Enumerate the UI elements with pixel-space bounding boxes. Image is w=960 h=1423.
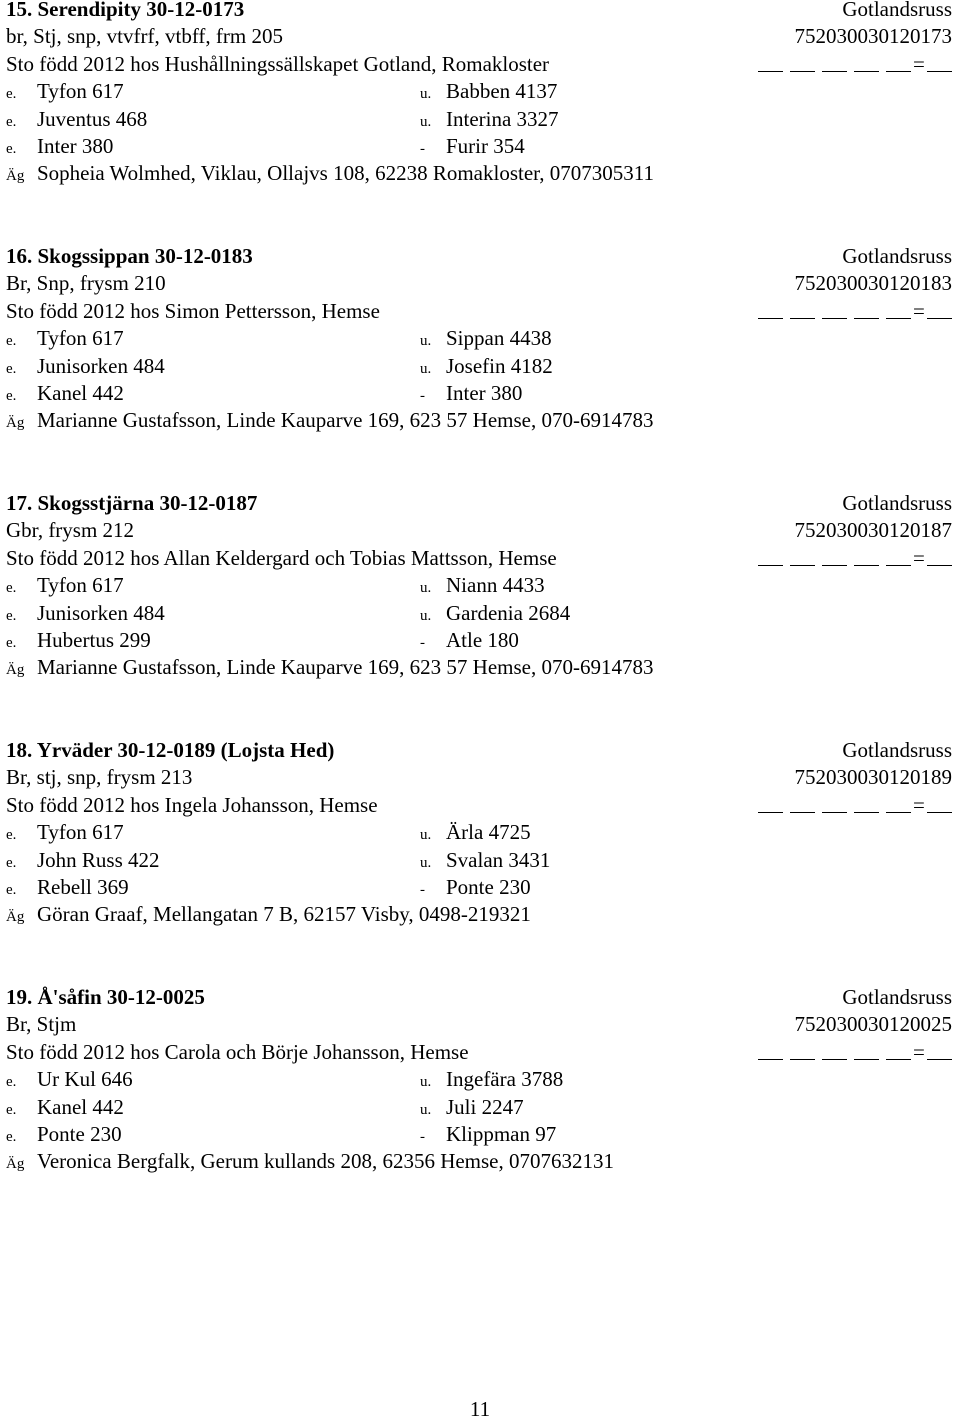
score-blanks	[758, 298, 952, 325]
dam-dam-sire-label: -	[420, 1128, 425, 1145]
birth-info: Sto född 2012 hos Carola och Börje Johansson, Hemse	[6, 1039, 469, 1064]
color-markings: Br, stj, snp, frysm 213	[6, 765, 193, 790]
dam-label: u.	[420, 580, 432, 597]
dam-sire-label: e.	[6, 634, 17, 651]
sire: Tyfon 617	[37, 573, 124, 598]
dam-dam-sire: Atle 180	[446, 627, 519, 652]
sire-label: e.	[6, 580, 17, 597]
birth-info: Sto född 2012 hos Allan Keldergard och Tobias Mattsson, Hemse	[6, 545, 557, 570]
dam-dam: Interina 3327	[446, 106, 559, 131]
registration-number: 752030030120173	[794, 24, 952, 49]
birth-info: Sto född 2012 hos Ingela Johansson, Hemse	[6, 792, 378, 817]
dam-sire-label: e.	[6, 387, 17, 404]
horse-entry-17	[6, 490, 952, 682]
sire-sire: Junisorken 484	[37, 600, 165, 625]
owner: Marianne Gustafsson, Linde Kauparve 169, 623 57 Hemse, 070-6914783	[37, 408, 654, 433]
horse-entry-19	[6, 984, 952, 1176]
owner-label: Äg	[6, 909, 25, 926]
dam-sire: Ponte 230	[37, 1121, 122, 1146]
dam-sire: Hubertus 299	[37, 627, 151, 652]
dam-label: u.	[420, 333, 432, 350]
equals-sign: =	[913, 1039, 925, 1064]
color-markings: Gbr, frysm 212	[6, 518, 135, 543]
page-number: 11	[469, 1397, 491, 1421]
score-blanks	[758, 792, 952, 819]
dam: Ärla 4725	[446, 820, 531, 845]
dam-dam: Josefin 4182	[446, 353, 553, 378]
dam: Ingefära 3788	[446, 1067, 564, 1092]
dam-sire: Inter 380	[37, 133, 114, 158]
entry-title: 17. Skogsstjärna 30-12-0187	[6, 491, 258, 515]
dam-dam-label: u.	[420, 607, 432, 624]
sire: Ur Kul 646	[37, 1067, 133, 1092]
dam-sire: Rebell 369	[37, 874, 129, 899]
owner-label: Äg	[6, 662, 25, 679]
sire-sire-label: e.	[6, 854, 17, 871]
dam-sire-label: e.	[6, 881, 17, 898]
dam-dam-sire-label: -	[420, 881, 425, 898]
dam: Sippan 4438	[446, 326, 552, 351]
sire-sire: Junisorken 484	[37, 353, 165, 378]
sire-sire-label: e.	[6, 607, 17, 624]
horse-entry-15	[6, 0, 952, 188]
sire: Tyfon 617	[37, 326, 124, 351]
dam-sire-label: e.	[6, 140, 17, 157]
dam-dam: Svalan 3431	[446, 847, 551, 872]
dam-dam-sire: Inter 380	[446, 380, 523, 405]
score-blanks	[758, 1039, 952, 1066]
sire: Tyfon 617	[37, 820, 124, 845]
owner: Marianne Gustafsson, Linde Kauparve 169, 623 57 Hemse, 070-6914783	[37, 655, 654, 680]
dam-dam-label: u.	[420, 1101, 432, 1118]
sire-sire-label: e.	[6, 1101, 17, 1118]
breed-label: Gotlandsruss	[842, 244, 952, 268]
sire-sire: Juventus 468	[37, 106, 148, 131]
birth-info: Sto född 2012 hos Hushållningssällskapet Gotland, Romakloster	[6, 51, 550, 76]
sire-label: e.	[6, 86, 17, 103]
owner-label: Äg	[6, 168, 25, 185]
color-markings: br, Stj, snp, vtvfrf, vtbff, frm 205	[6, 24, 283, 49]
dam-dam-label: u.	[420, 113, 432, 130]
dam-label: u.	[420, 86, 432, 103]
sire-sire-label: e.	[6, 113, 17, 130]
sire-sire: Kanel 442	[37, 1094, 124, 1119]
dam-label: u.	[420, 1074, 432, 1091]
entry-title: 15. Serendipity 30-12-0173	[6, 0, 245, 21]
equals-sign: =	[913, 545, 925, 570]
breed-label: Gotlandsruss	[842, 738, 952, 762]
equals-sign: =	[913, 792, 925, 817]
owner: Sopheia Wolmhed, Viklau, Ollajvs 108, 62238 Romakloster, 0707305311	[37, 161, 655, 186]
sire-label: e.	[6, 827, 17, 844]
breed-label: Gotlandsruss	[842, 491, 952, 515]
registration-number: 752030030120189	[794, 765, 952, 790]
equals-sign: =	[913, 51, 925, 76]
dam: Babben 4137	[446, 79, 558, 104]
color-markings: Br, Snp, frysm 210	[6, 271, 166, 296]
breed-label: Gotlandsruss	[842, 0, 952, 21]
dam-dam-sire-label: -	[420, 387, 425, 404]
owner: Göran Graaf, Mellangatan 7 B, 62157 Visby, 0498-219321	[37, 902, 531, 927]
entry-title: 16. Skogssippan 30-12-0183	[6, 244, 253, 268]
horse-entry-16	[6, 243, 952, 435]
horse-entry-18	[6, 737, 952, 929]
birth-info: Sto född 2012 hos Simon Pettersson, Hemse	[6, 298, 380, 323]
entry-title: 18. Yrväder 30-12-0189 (Lojsta Hed)	[6, 738, 335, 762]
dam-sire-label: e.	[6, 1128, 17, 1145]
sire-sire-label: e.	[6, 360, 17, 377]
dam-dam: Juli 2247	[446, 1094, 524, 1119]
dam-dam-sire-label: -	[420, 140, 425, 157]
dam-dam-sire: Furir 354	[446, 133, 525, 158]
sire-label: e.	[6, 333, 17, 350]
equals-sign: =	[913, 298, 925, 323]
registration-number: 752030030120187	[794, 518, 952, 543]
owner-label: Äg	[6, 415, 25, 432]
owner: Veronica Bergfalk, Gerum kullands 208, 62356 Hemse, 0707632131	[37, 1149, 615, 1174]
breed-label: Gotlandsruss	[842, 985, 952, 1009]
dam-label: u.	[420, 827, 432, 844]
dam-dam-sire: Ponte 230	[446, 874, 531, 899]
color-markings: Br, Stjm	[6, 1012, 77, 1037]
registration-number: 752030030120183	[794, 271, 952, 296]
owner-label: Äg	[6, 1156, 25, 1173]
dam-dam-sire: Klippman 97	[446, 1121, 557, 1146]
score-blanks	[758, 545, 952, 572]
dam-dam: Gardenia 2684	[446, 600, 571, 625]
sire: Tyfon 617	[37, 79, 124, 104]
sire-sire: John Russ 422	[37, 847, 160, 872]
registration-number: 752030030120025	[794, 1012, 952, 1037]
entry-title: 19. Å'såfin 30-12-0025	[6, 985, 205, 1009]
dam-dam-sire-label: -	[420, 634, 425, 651]
score-blanks	[758, 51, 952, 78]
dam-dam-label: u.	[420, 854, 432, 871]
dam-sire: Kanel 442	[37, 380, 124, 405]
sire-label: e.	[6, 1074, 17, 1091]
dam-dam-label: u.	[420, 360, 432, 377]
dam: Niann 4433	[446, 573, 545, 598]
